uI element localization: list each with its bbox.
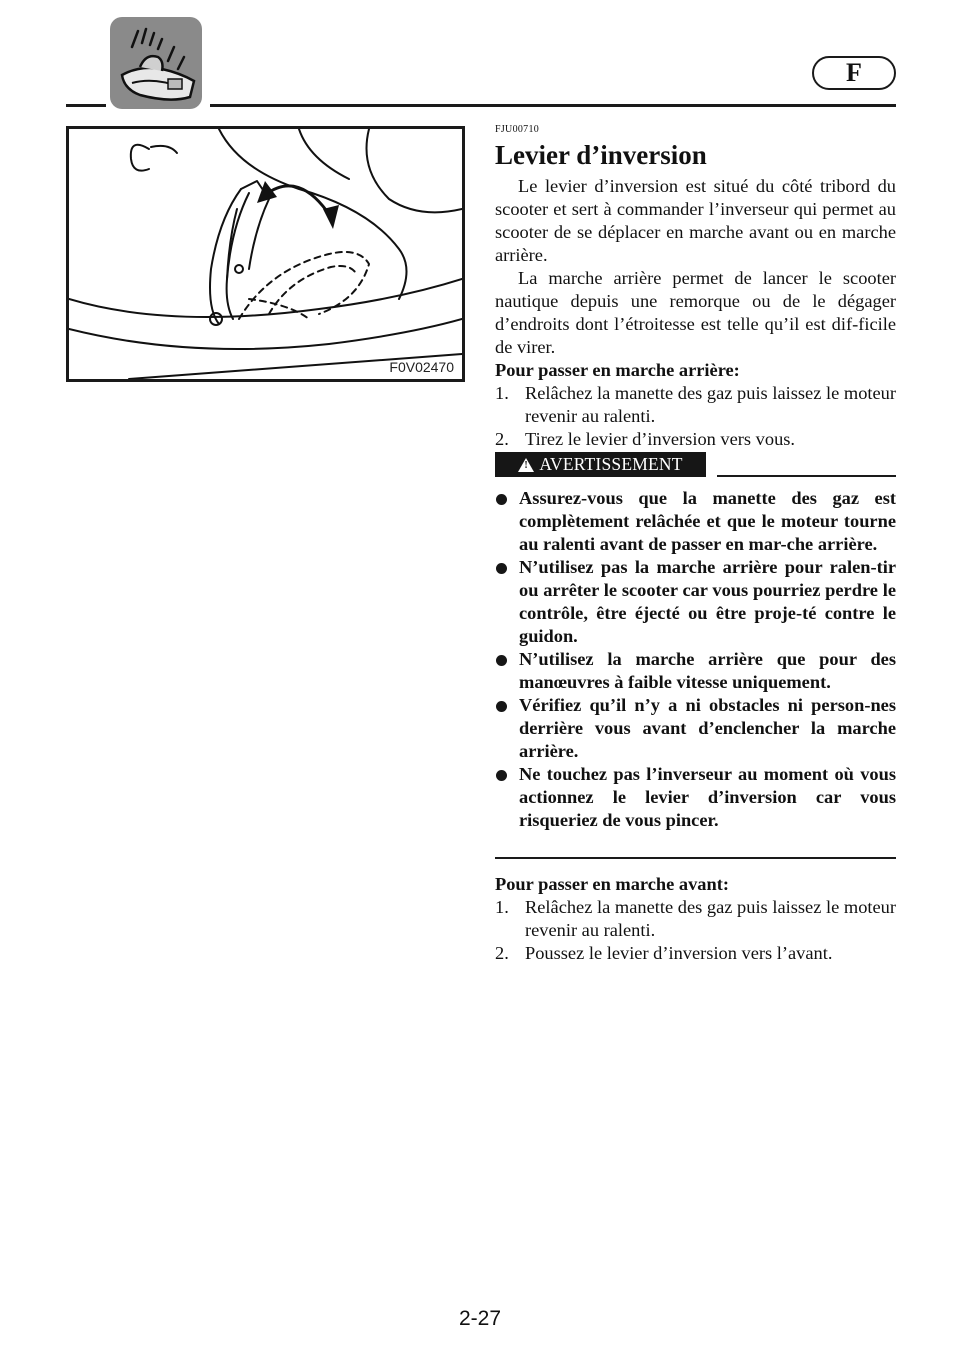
intro-text — [495, 175, 896, 451]
intro-paragraph: Le levier d’inversion est situé du côté tribord du scooter et sert à commander l’inverseur qui permet au scooter de se déplacer en marche avant ou en marche arrière. — [495, 176, 896, 265]
warning-header — [495, 452, 896, 480]
watercraft-icon — [110, 17, 202, 109]
header-rule-left — [66, 104, 106, 107]
language-badge: F — [812, 56, 896, 90]
forward-step — [495, 896, 896, 942]
step-text: Relâchez la manette des gaz puis laissez le moteur revenir au ralenti. — [525, 897, 896, 940]
step-text: Relâchez la manette des gaz puis laissez le moteur revenir au ralenti. — [525, 383, 896, 426]
reverse-step — [495, 382, 896, 428]
warning-list — [495, 487, 896, 832]
step-number: 2. — [495, 943, 509, 963]
header-rule-right — [210, 104, 896, 107]
step-number: 2. — [495, 429, 509, 449]
bullet-icon — [496, 655, 507, 666]
reverse-heading: Pour passer en marche arrière: — [495, 360, 740, 380]
warning-label: AVERTISSEMENT — [539, 454, 683, 474]
forward-step — [495, 942, 896, 965]
step-number: 1. — [495, 383, 509, 403]
figure-code: F0V02470 — [389, 359, 454, 375]
reverse-step — [495, 428, 896, 451]
bullet-icon — [496, 701, 507, 712]
step-text: Tirez le levier d’inversion vers vous. — [525, 429, 796, 449]
warning-rule-bottom — [495, 857, 896, 859]
warning-item: Ne touchez pas l’inverseur au moment où vous actionnez le levier d’inversion car vous risqueriez de vous pincer. — [495, 763, 896, 832]
forward-heading: Pour passer en marche avant: — [495, 874, 729, 894]
reverse-lever-illustration — [66, 126, 465, 382]
intro-paragraph: La marche arrière permet de lancer le scooter nautique depuis une remorque ou de le dégager d’endroits dont l’étroitesse est telle qu’il est dif-ficile de virer. — [495, 268, 896, 357]
step-text: Poussez le levier d’inversion vers l’avant. — [525, 943, 833, 963]
warning-badge — [495, 452, 706, 477]
bullet-icon — [496, 494, 507, 505]
page-number: 2-27 — [458, 1307, 502, 1330]
bullet-icon — [496, 770, 507, 781]
section-title: Levier d’inversion — [495, 140, 707, 170]
warning-triangle-icon: ! — [518, 458, 534, 472]
section-ref-code: FJU00710 — [495, 124, 540, 135]
step-number: 1. — [495, 897, 509, 917]
warning-item: N’utilisez la marche arrière que pour des manœuvres à faible vitesse uniquement. — [495, 648, 896, 694]
warning-item: Assurez-vous que la manette des gaz est complètement relâchée et que le moteur tourne au ralenti avant de passer en mar-che arrière. — [495, 487, 896, 556]
warning-item: Vérifiez qu’il n’y a ni obstacles ni person-nes derrière vous avant d’enclencher la marche arrière. — [495, 694, 896, 763]
forward-section — [495, 873, 896, 965]
warning-rule-top — [717, 475, 896, 477]
warning-item: N’utilisez pas la marche arrière pour ralen-tir ou arrêter le scooter car vous pourriez perdre le contrôle, être éjecté ou être proje-té contre le guidon. — [495, 556, 896, 648]
bullet-icon — [496, 563, 507, 574]
